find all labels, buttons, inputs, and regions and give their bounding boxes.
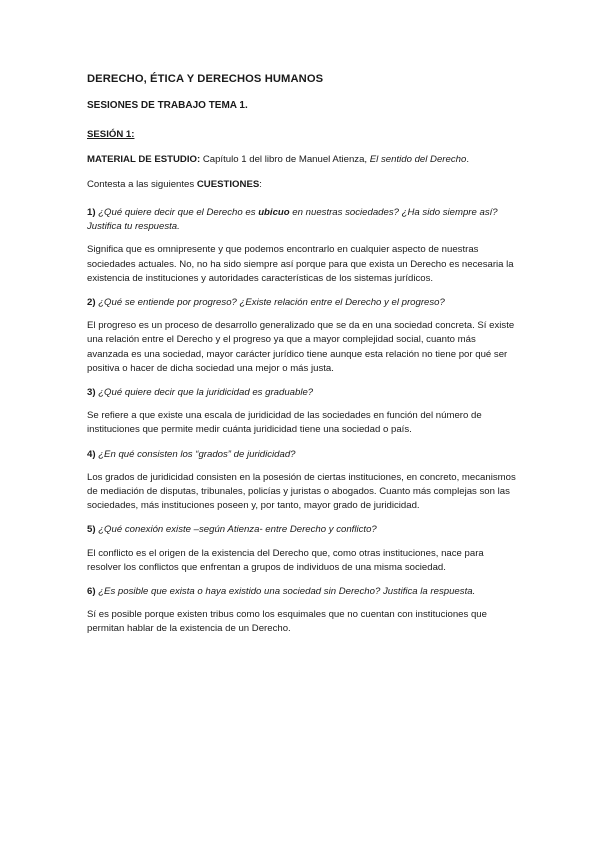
question-1-line-1 <box>87 206 527 220</box>
question-1 <box>87 206 527 234</box>
question-keyword: ubicuo <box>258 207 290 219</box>
answer-3 <box>87 409 527 437</box>
answer-line: Se refiere a que existe una escala de juridicidad de las sociedades en función del número de <box>87 410 482 422</box>
question-number: 3) <box>87 387 96 399</box>
question-number: 1) <box>87 207 96 219</box>
answer-line: de mediación de disputas, tribunales, policías y juristas o abogados. Cuanto más complejas son las <box>87 486 510 498</box>
document-title: DERECHO, ÉTICA Y DERECHOS HUMANOS <box>87 73 324 85</box>
intro-text: Contesta a las siguientes <box>87 178 197 190</box>
answer-line: avanzada es una sociedad, mayor carácter jurídico tiene aunque esta relación no tiene por qué ser <box>87 348 508 360</box>
answer-line: permitan hablar de la existencia de un Derecho. <box>87 623 291 635</box>
answer-2 <box>87 319 527 376</box>
question-5-line <box>87 523 527 537</box>
question-text: ¿Qué conexión existe –según Atienza- entre Derecho y conflicto? <box>95 524 377 536</box>
question-number: 5) <box>87 524 96 536</box>
answer-line: instituciones que permite medir cuánta juridicidad tiene una sociedad o país. <box>87 424 412 436</box>
answer-line: Los grados de juridicidad consisten en la posesión de ciertas instituciones, en concreto, mecanismos <box>87 471 516 483</box>
answer-5 <box>87 547 527 575</box>
question-text: ¿En qué consisten los “grados” de juridicidad? <box>95 448 296 460</box>
session-label: SESIÓN 1: <box>87 129 135 141</box>
material-book: El sentido del Derecho <box>369 153 467 165</box>
answer-line: El conflicto es el origen de la existencia del Derecho que, como otras instituciones, nace para <box>87 547 484 559</box>
question-number: 4) <box>87 448 96 460</box>
answer-line: una relación entre el Derecho y el progreso ya que a mayor complejidad social, cuanto más <box>87 334 476 346</box>
answer-line: El progreso es un proceso de desarrollo generalizado que se da en una sociedad concreta. Sí existe <box>87 320 515 332</box>
question-5 <box>87 523 527 537</box>
answer-line: resolver los conflictos que enfrentan a grupos de individuos de una misma sociedad. <box>87 561 446 573</box>
question-text: ¿Qué quiere decir que la juridicidad es graduable? <box>95 387 314 399</box>
answer-line: positiva o hacer de dicha sociedad una mejor o más justa. <box>87 362 334 374</box>
question-3-line <box>87 386 527 400</box>
material-end: . <box>466 153 469 165</box>
question-text: ¿Qué se entiende por progreso? ¿Existe relación entre el Derecho y el progreso? <box>95 297 445 309</box>
intro-bold: CUESTIONES <box>196 178 260 190</box>
question-text: ¿Es posible que exista o haya existido una sociedad sin Derecho? Justifica la respuesta. <box>95 586 476 598</box>
question-2-line <box>87 296 527 310</box>
question-6-line <box>87 585 527 599</box>
answer-line: Significa que es omnipresente y que podemos encontrarlo en cualquier aspecto de nuestras <box>87 244 479 256</box>
answer-1 <box>87 243 527 286</box>
answer-4 <box>87 471 527 514</box>
material-text: Capítulo 1 del libro de Manuel Atienza, <box>200 153 370 165</box>
document-content <box>87 72 527 647</box>
answer-line: sociedades actuales. No, no ha sido siempre así porque para que exista un Derecho es necesaria la <box>87 258 514 270</box>
question-4 <box>87 448 527 462</box>
material-label: MATERIAL DE ESTUDIO: <box>87 153 201 165</box>
study-material <box>87 153 527 167</box>
question-2 <box>87 296 527 310</box>
answer-line: sociedades, más instituciones poseen y, por tanto, mayor grado de juridicidad. <box>87 500 420 512</box>
intro-end: : <box>259 178 262 190</box>
question-text: en nuestras sociedades? ¿Ha sido siempre así? <box>289 207 498 219</box>
question-number: 2) <box>87 297 96 309</box>
answer-6 <box>87 608 527 636</box>
question-1-line-2: Justifica tu respuesta. <box>87 221 180 233</box>
question-4-line <box>87 448 527 462</box>
document-subtitle: SESIONES DE TRABAJO TEMA 1. <box>87 100 248 112</box>
question-number: 6) <box>87 586 96 598</box>
question-3 <box>87 386 527 400</box>
question-text: ¿Qué quiere decir que el Derecho es <box>95 207 259 219</box>
instructions <box>87 178 527 192</box>
answer-line: existencia de instituciones y autoridades características de los sistemas jurídicos. <box>87 272 434 284</box>
answer-line: Sí es posible porque existen tribus como los esquimales que no cuentan con instituciones que <box>87 609 487 621</box>
question-6 <box>87 585 527 599</box>
